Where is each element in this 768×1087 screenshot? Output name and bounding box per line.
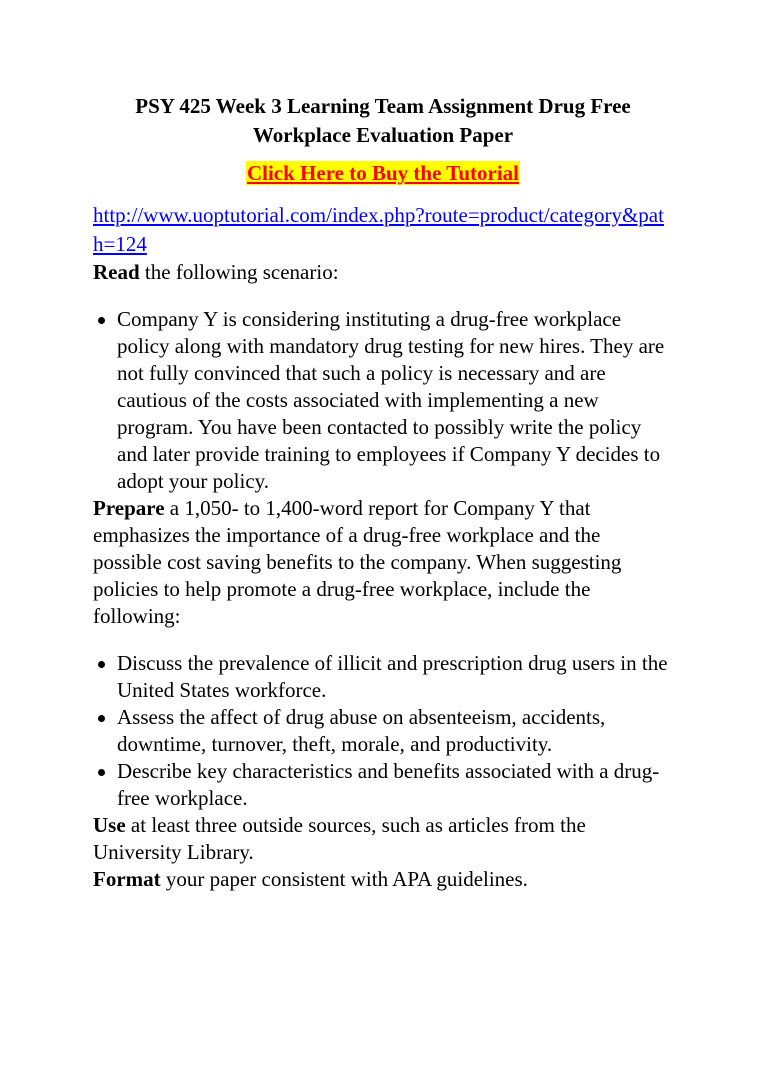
- bullet-icon: [98, 769, 105, 776]
- bullet-icon: [98, 715, 105, 722]
- document-page: [93, 92, 673, 893]
- list-item-text: Company Y is considering instituting a drug-free workplace policy along with mandatory drug testing for new hires. They are not fully convinced that such a policy is necessary and are cautious of the costs associated with implementing a new program. You have been contacted to possibly write the policy and later provide training to employees if Company Y decides to adopt your policy.: [117, 307, 665, 493]
- format-text: your paper consistent with APA guidelines.: [160, 867, 528, 891]
- tutorial-url-link[interactable]: http://www.uoptutorial.com/index.php?route=product/category&path=124: [93, 203, 664, 256]
- prepare-label: Prepare: [93, 496, 165, 520]
- format-label: Format: [93, 867, 161, 891]
- list-item: [93, 306, 673, 495]
- list-item: [93, 704, 673, 758]
- prepare-paragraph: [93, 495, 673, 630]
- list-item-text: Assess the affect of drug abuse on absenteeism, accidents, downtime, turnover, theft, morale, and productivity.: [117, 705, 606, 756]
- prepare-text: a 1,050- to 1,400-word report for Company Y that emphasizes the importance of a drug-free workplace and the possible cost saving benefits to the company. When suggesting policies to help promote a drug-free workplace, include the following:: [93, 496, 622, 628]
- bullet-icon: [98, 317, 105, 324]
- read-text: the following scenario:: [139, 260, 339, 284]
- use-label: Use: [93, 813, 126, 837]
- page-title: [93, 92, 673, 150]
- list-item: [93, 758, 673, 812]
- scenario-list: [93, 306, 673, 495]
- requirements-list: [93, 650, 673, 812]
- title-line-2: Workplace Evaluation Paper: [252, 123, 514, 147]
- list-item: [93, 650, 673, 704]
- list-item-text: Discuss the prevalence of illicit and prescription drug users in the United States workforce.: [117, 651, 668, 702]
- read-paragraph: [93, 259, 673, 286]
- read-label: Read: [93, 260, 140, 284]
- list-item-text: Describe key characteristics and benefits associated with a drug-free workplace.: [117, 759, 660, 810]
- buy-link-row: [93, 160, 673, 187]
- format-paragraph: [93, 866, 673, 893]
- title-line-1: PSY 425 Week 3 Learning Team Assignment Drug Free: [135, 94, 631, 118]
- bullet-icon: [98, 661, 105, 668]
- use-text: at least three outside sources, such as articles from the University Library.: [93, 813, 586, 864]
- buy-tutorial-link[interactable]: Click Here to Buy the Tutorial: [246, 161, 520, 185]
- use-paragraph: [93, 812, 673, 866]
